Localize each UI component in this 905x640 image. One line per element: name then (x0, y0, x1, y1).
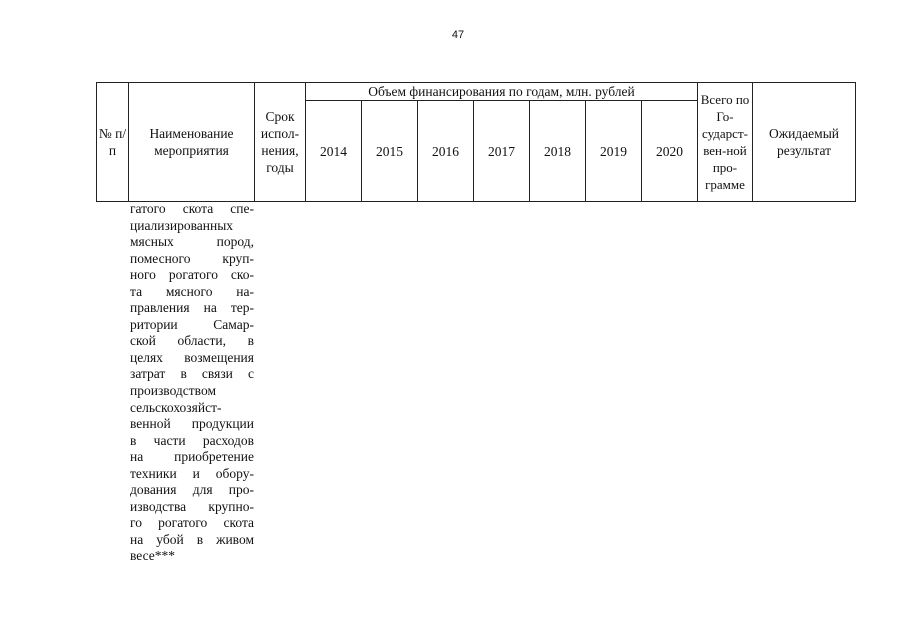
year-header-2019: 2019 (586, 101, 642, 202)
text-line: в части расходов (130, 432, 254, 448)
column-header-total-program: Всего по Го-сударст-вен-ной про-грамме (698, 83, 753, 202)
text-line: затрат в связи с (130, 366, 254, 382)
text-line: гатого скота спе- (130, 201, 254, 216)
column-header-expected-result: Ожидаемый результат (753, 83, 856, 202)
text-line: изводства крупно- (130, 498, 254, 514)
text-line: мясных пород, (130, 234, 254, 250)
text-line: дования для про- (130, 482, 254, 498)
column-header-activity-name: Наименование мероприятия (129, 83, 255, 202)
year-header-2015: 2015 (362, 101, 418, 202)
page-number: 47 (451, 29, 465, 41)
year-header-2016: 2016 (418, 101, 474, 202)
text-line: на убой в живом (130, 531, 254, 547)
text-line: та мясного на- (130, 283, 254, 299)
text-line: го рогатого скота (130, 515, 254, 531)
text-line: ного рогатого ско- (130, 267, 254, 283)
column-header-number: № п/п (97, 83, 129, 202)
text-line: ской области, в (130, 333, 254, 349)
year-header-2018: 2018 (530, 101, 586, 202)
year-header-2020: 2020 (642, 101, 698, 202)
text-line: ритории Самар- (130, 316, 254, 332)
year-header-2017: 2017 (474, 101, 530, 202)
text-line: на приобретение (130, 449, 254, 465)
year-header-2014: 2014 (306, 101, 362, 202)
text-line: производством (130, 383, 217, 399)
text-line: помесного круп- (130, 250, 254, 266)
text-line: целях возмещения (130, 349, 254, 365)
text-line: сельскохозяйст- (130, 399, 222, 415)
funding-table-header (96, 82, 856, 202)
column-header-term: Срок испол-нения, годы (255, 83, 306, 202)
text-line: весе*** (130, 548, 176, 564)
text-line: венной продукции (130, 416, 254, 432)
activity-description (130, 201, 254, 565)
text-line: техники и обору- (130, 465, 254, 481)
column-header-funding-by-years: Объем финансирования по годам, млн. рублей (306, 83, 698, 101)
text-line: правления на тер- (130, 300, 254, 316)
text-line: циализированных (130, 217, 234, 233)
